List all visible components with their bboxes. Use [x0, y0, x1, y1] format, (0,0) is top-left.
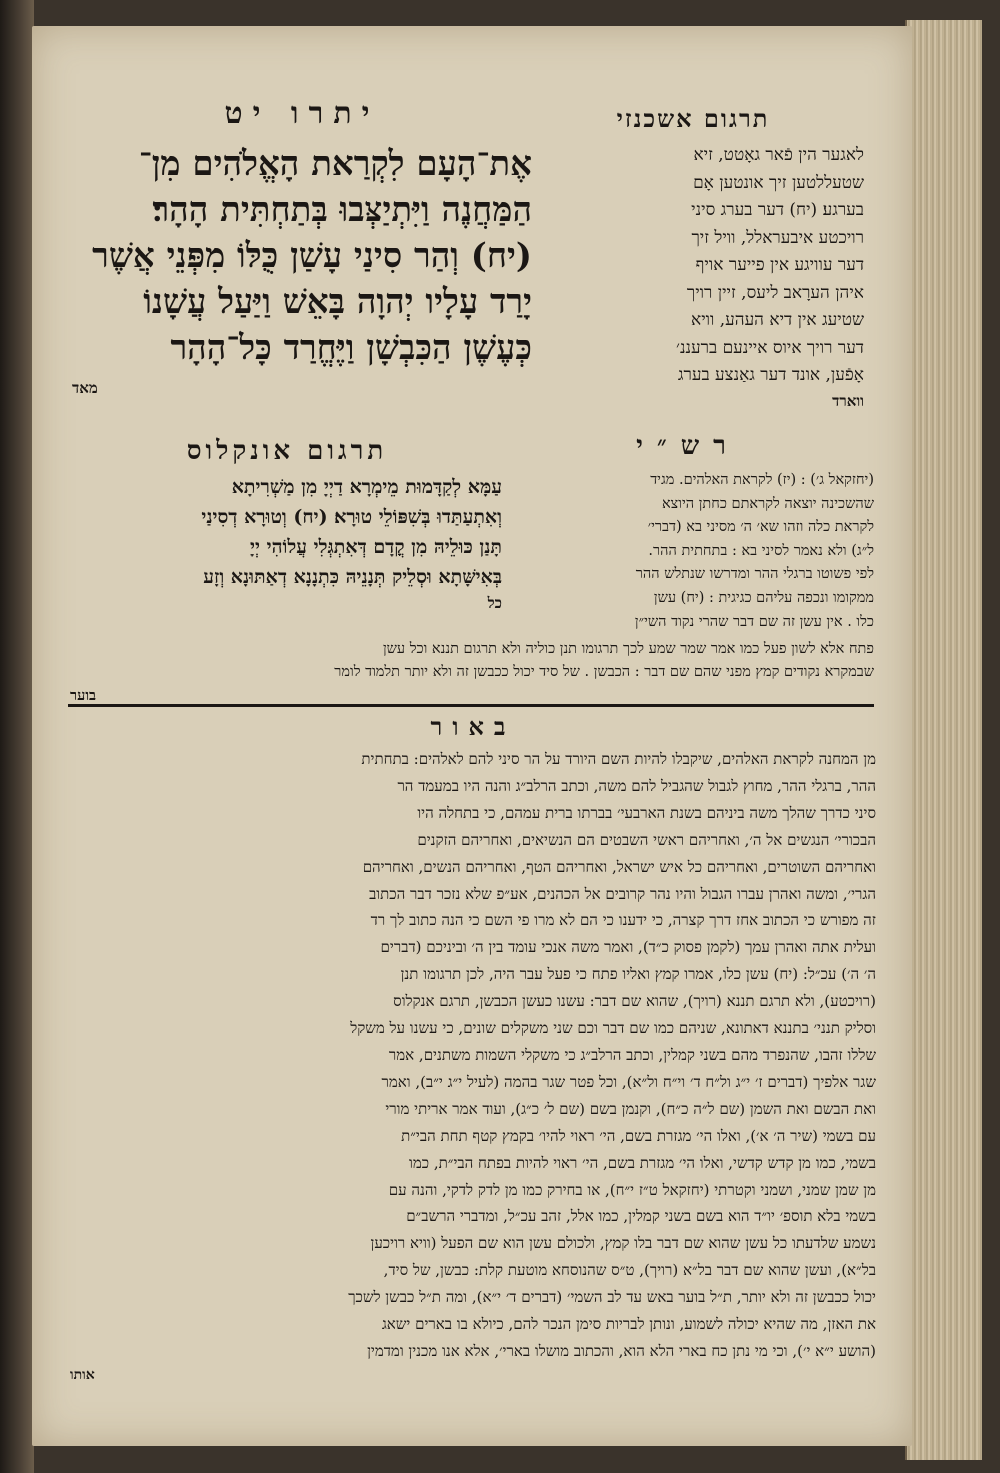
book-page	[32, 26, 912, 1446]
torah-line: יָרַד עָלָיו יְהוָה בָּאֵשׁ וַיַּעַל עֲשָׁנוֹ	[143, 282, 532, 322]
biur-line: בשמי, כמו מן קדש קדשי, ואלו הי׳ מגזרת בשם, הי׳ ראוי להיות בפתח הבי״ת, כמו	[409, 1153, 876, 1172]
yiddish-line: אָפֿען, אונד דער גאַנצע בערג	[677, 365, 864, 385]
yiddish-line: שטעללטען זיך אונטען אָם	[693, 172, 864, 193]
biur-line: וסליק תנני׳ בתננא דאתונא, שניהם כמו שם דבר וכם שני משקלים שונים, כי עשנו על משקל	[350, 1019, 876, 1038]
biur-line: שללו זהבו, שהנפרד מהם בשני קמלין, וכתב הרלב״ג כי משקלי השמות משתנים, אמר	[388, 1045, 876, 1064]
page-edges	[905, 20, 982, 1460]
rashi-title: רש״י	[636, 431, 740, 461]
biur-line: את האזן, מה שהיא יכולה לשמוע, ונותן לבריות סימן הנכר להם, כיולא בו בארים ישאג	[381, 1315, 876, 1334]
onkelos-section	[72, 436, 502, 613]
yiddish-line: בערגע׃ (יח) דער בערג סיני	[691, 200, 864, 220]
rashi-catchword: בוער	[70, 687, 97, 704]
onkelos-line: וְאִתְעַתַּדוּ בְּשִׁפּוֹלֵי טוּרָא׃ (יח) וְטוּרָא דְסִינַי	[201, 506, 502, 528]
biur-section	[70, 712, 876, 1384]
biur-line: (רויכטע), ולא תרגם תננא (רויך), שהוא שם דבר: עשנו כעשן הכבשן, תרגם אנקלוס	[393, 992, 876, 1011]
biur-line: ההר, ברגלי ההר, מחוץ לגבול שהגביל להם משה, וכתב הרלב״ג והנה היו במעמד הר	[397, 776, 876, 795]
torah-line: הַמַּחֲנֶה וַיִּתְיַצְּבוּ בְּתַחְתִּית הָהָר׃	[152, 190, 532, 230]
torah-line: כְּעֶשֶׁן הַכִּבְשָׁן וַיֶּחֱרַד כָּל־הָהָר	[170, 328, 532, 368]
book-binding	[0, 0, 34, 1473]
targum-ashkenaz-catchword: ווארד	[832, 391, 864, 410]
rashi-line: (יחזקאל ג׳) : (יז) לקראת האלהים. מגיד	[650, 472, 874, 488]
onkelos-line: תָּנַן כּוּלֵיהּ מִן קֳדָם דְּאִתְגְּלִי עֲלוֹהִי יְיָ	[250, 536, 502, 558]
targum-ashkenaz-text	[522, 142, 864, 390]
biur-line: עם בשמי (שיר ה׳ א׳), ואלו הי׳ מגזרת בשם, הי׳ ראוי להיו׳ בקמץ קטף תחת הבי״ת	[401, 1126, 876, 1145]
rashi-line: כלו . אין עשן זה שם דבר שהרי נקוד השי״ן	[634, 613, 874, 630]
torah-catchword: מאד	[72, 379, 98, 397]
rashi-line: ל״ג) ולא נאמר לסיני בא : בתחתית ההר.	[648, 542, 874, 559]
rashi-line: ממקומו ונכפה עליהם כגיגית : (יח) עשן	[653, 589, 874, 606]
biur-line: ואת הבשם ואת השמן (שם ל״ה כ״ח), וקנמן בשם (שם ל׳ כ״ג), ועוד אמר אריתי מורי	[385, 1099, 876, 1118]
rashi-continuation	[70, 638, 874, 707]
biur-line: (הושע י״א י׳), וכי מי נתן כח בארי הלא הוא, והכתוב מושלו בארי׳, אלא אנו מכנין ומדמין	[367, 1341, 876, 1360]
yiddish-line: שטיעג אין דיא העהע, וויא	[691, 310, 864, 330]
onkelos-title: תרגום אונקלוס	[186, 436, 388, 466]
torah-line: אֶת־הָעָם לִקְרַאת הָאֱלֹהִים מִן־	[138, 144, 532, 184]
yiddish-line: רויכטע איבעראלל, וויל זיך	[691, 227, 864, 248]
rashi-continuation-line: שבמקרא נקודים קמץ מפני שהם שם דבר : הכבשן . של סיד יכול ככבשן זה ולא יותר תלמוד לומר	[334, 664, 874, 680]
rashi-line: לקראת כלה וזהו שא׳ ה׳ מסיני בא (דברי׳	[647, 519, 874, 536]
biur-line: בשמי בלא תוספ׳ יו״ד הוא בשם בשני קמלין, כמו אלל, זהב עכ״ל, ומדברי הרשב״ם	[406, 1207, 876, 1226]
biur-text	[70, 746, 876, 1365]
biur-line: זה מפורש כי הכתוב אחז דרך קצרה, כי ידענו כי הם לא מרו פי השם כי הנה כתוב לך רד	[370, 911, 876, 930]
parsha-title: יתרו יט	[224, 96, 380, 131]
rashi-line: שהשכינה יוצאה לקראתם כחתן היוצא	[661, 495, 874, 512]
biur-catchword: אותו	[70, 1366, 95, 1383]
biur-line: בל״א), ועשן שהוא שם דבר בל״א (רויך), ט״ס שהנוסחא מוטעת קלת: כבשן, של סיד,	[383, 1261, 876, 1280]
biur-line: ואחריהם השוטרים, ואחריהם כל איש ישראל, ואחריהם הטף, ואחריהם הנשים, ואחריהם	[362, 857, 876, 876]
biur-line: ועלית אתה ואהרן עמך (לקמן פסוק כ״ד), ואמר משה אנכי עומד בין ה׳ וביניכם (דברים	[380, 938, 876, 957]
biur-line: שגר אלפיך (דברים ז׳ י״ג ול״ח ד׳ וי״ח ול״א), וכל פטר שגר בהמה (לעיל י״ג י״ב), ואמר	[381, 1072, 876, 1091]
biur-title: באור	[430, 712, 516, 741]
biur-line: סיני כדרך שהלך משה ביניהם בשנת הארבעי׳ בברתו ברית עמהם, כי בתחלה היו	[417, 803, 876, 822]
yiddish-line: לאגער הין פֿאר גאָטט, זיא	[693, 145, 864, 165]
biur-line: הבכורי׳ הנגשים אל ה׳, ואחריהם ראשי השבטים הם הנשיאים, ואחריהם הזקנים	[417, 830, 876, 849]
yiddish-line: דער עוויגע אין פייער אויף	[695, 255, 864, 275]
targum-ashkenaz-title: תרגום אשכנזי	[616, 104, 770, 133]
torah-text	[72, 141, 532, 371]
onkelos-catchword: כל	[487, 594, 502, 612]
yiddish-line: דער רויך איוס איינעם ברעננ׳	[676, 337, 864, 358]
targum-ashkenaz-column	[522, 86, 864, 411]
biur-line: הגרי׳, ומשה ואהרן עברו הגבול והיו נהר קרובים אל הכהנים, אע״פ שלא נזכר דבר הכתוב	[369, 884, 876, 903]
biur-line: מן המחנה לקראת האלהים, שיקבלו להיות השם היורד על הר סיני להם לאלהים: בתחתית	[361, 750, 876, 768]
onkelos-line: בְּאִישָּׁתָא וּסְלֵיק תְּנָנֵיהּ כִּתְנָנָא דְאַתּוּנָא וְזָע	[203, 566, 502, 588]
yiddish-line: איהן הערָאב ליעס, זיין רויך	[686, 282, 864, 303]
torah-line: (יח) וְהַר סִינַי עָשַׁן כֻּלּוֹ מִפְּנֵי אֲשֶׁר	[92, 236, 532, 276]
rashi-text	[502, 469, 874, 634]
biur-line: יכול ככבשן זה ולא יותר, ת״ל בוער באש עד לב השמי׳ (דברים ד׳ י״א), ומה ת״ל כבשן לשכך	[348, 1288, 876, 1307]
biur-line: ה׳ ה׳) עכ״ל: (יח) עשן כלו, אמרו קמץ ואליו פתח כי פעל עבר היה, לכן תרגומו תנן	[400, 965, 876, 984]
onkelos-line: עַמָּא לְקַדָּמוּת מֵימְרָא דַיְיָ מִן מַשְׁרִיתָא	[231, 476, 502, 498]
rashi-continuation-line: פתח אלא לשון פעל כמו אמר שמר שמע לכך תרגומו תנן כוליה ולא תרגום תננא וכל עשן	[382, 641, 874, 657]
rashi-section	[502, 431, 874, 634]
rashi-line: לפי פשוטו ברגלי ההר ומדרשו שנתלש ההר	[635, 566, 874, 583]
section-divider	[68, 704, 874, 707]
torah-column	[72, 96, 532, 398]
biur-line: נשמע שלדעתו כל עשן שהוא שם דבר בלו קמץ, ולכולם עשן הוא שם הפעל (וויא רויכען	[370, 1234, 876, 1253]
onkelos-text	[72, 472, 502, 592]
biur-line: מן שמן שמני, ושמני וקטרתי (יחזקאל ט״ז י״ח), או בחירק כמו מן לדק לדקי, והנה עם	[388, 1180, 876, 1199]
